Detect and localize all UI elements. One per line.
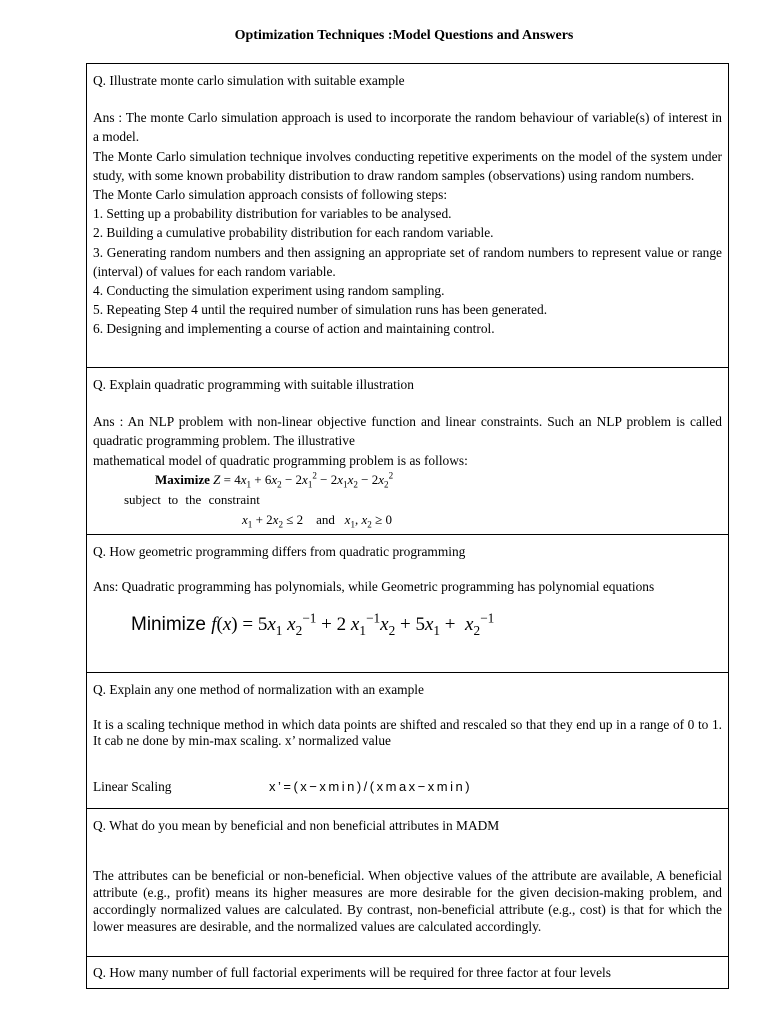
geometric-objective-formula: Minimize $f(x) = 5x_1$ $x_2^{-1} + 2$ $x_1^{-1}x_2 + 5x_1 + x_2^{-1}$ (131, 610, 495, 638)
step-item: 6. Designing and implementing a course of action and maintaining control. (93, 321, 495, 337)
quadratic-objective-formula: Maximize $Z = 4x_1 + 6x_2 - 2x_1^2 - 2x_1x_2 - 2x_2^2$ (155, 470, 394, 490)
quadratic-constraint-formula: $x_1 + 2x_2 \le 2$ and $x_1$, $x_2 \ge 0$ (242, 511, 392, 530)
maximize-label: Maximize (155, 471, 210, 487)
qa-cell-geometric (87, 535, 728, 673)
answer-quadratic-line1: Ans : An NLP problem with non-linear objective function and linear constraints. Such an NLP problem is called quadratic programming problem. The illustrative (93, 414, 722, 449)
step-item: 1. Setting up a probability distribution for variables to be analysed. (93, 206, 452, 222)
linear-scaling-formula: x’=(x−xmin)/(xmax−xmin) (269, 779, 473, 795)
qa-cell-monte-carlo (87, 64, 728, 368)
answer-monte-carlo-steps-intro: The Monte Carlo simulation approach consists of following steps: (93, 187, 448, 203)
qa-cell-normalization (87, 673, 728, 809)
qa-cell-quadratic (87, 368, 728, 535)
linear-scaling-row (93, 777, 722, 797)
answer-quadratic-line2: mathematical model of quadratic programming problem is as follows: (93, 452, 468, 468)
answer-madm-attributes: The attributes can be beneficial or non-beneficial. When objective values of the attribute are available, A beneficial attribute (e.g., profit) means its higher measures are more desirable for the given decision-making problem, and accordingly normalized values are calculated. By contrast, non-beneficial attribute (e.g., cost) is that for which the lower measures are desirable, and the normalized values are calculated accordingly. (93, 868, 722, 935)
question-normalization: Q. Explain any one method of normalization with an example (93, 682, 424, 697)
normalized-value-note: x’ normalized value (284, 733, 391, 749)
and-label: and (316, 511, 335, 527)
question-factorial: Q. How many number of full factorial experiments will be required for three factor at four levels (93, 965, 611, 980)
linear-scaling-label: Linear Scaling (93, 779, 172, 795)
page-title: Optimization Techniques :Model Questions and Answers (234, 28, 574, 43)
answer-monte-carlo-technique: The Monte Carlo simulation technique involves conducting repetitive experiments on the model of the system under study, with some known probability distribution to draw random samples (observations) using random numbers. (93, 148, 722, 183)
question-quadratic: Q. Explain quadratic programming with suitable illustration (93, 377, 414, 392)
step-item: 3. Generating random numbers and then assigning an appropriate set of random numbers to represent value or range (interval) of values for each random variable. (93, 244, 722, 279)
minimize-label: Minimize (131, 614, 206, 636)
answer-monte-carlo-intro: Ans : The monte Carlo simulation approach is used to incorporate the random behaviour of variable(s) of interest in a model. (93, 110, 722, 145)
question-madm-attributes: Q. What do you mean by beneficial and non beneficial attributes in MADM (93, 818, 500, 833)
step-item: 4. Conducting the simulation experiment using random sampling. (93, 283, 445, 299)
subject-to-label: subject to the constraint (124, 491, 260, 507)
answer-geometric: Ans: Quadratic programming has polynomials, while Geometric programming has polynomial equations (93, 579, 655, 595)
step-item: 5. Repeating Step 4 until the required number of simulation runs has been generated. (93, 302, 548, 318)
qa-cell-madm-attributes (87, 809, 728, 957)
qa-table (86, 63, 729, 989)
question-geometric: Q. How geometric programming differs from quadratic programming (93, 544, 466, 559)
question-monte-carlo: Q. Illustrate monte carlo simulation with suitable example (93, 73, 405, 88)
step-item: 2. Building a cumulative probability distribution for each random variable. (93, 225, 494, 241)
answer-normalization (93, 717, 722, 749)
qa-cell-factorial (87, 957, 728, 989)
answer-normalization-text: It is a scaling technique method in which data points are shifted and rescaled so that they end up in a range of 0 to 1. It cab ne done by min-max scaling. (93, 717, 722, 749)
